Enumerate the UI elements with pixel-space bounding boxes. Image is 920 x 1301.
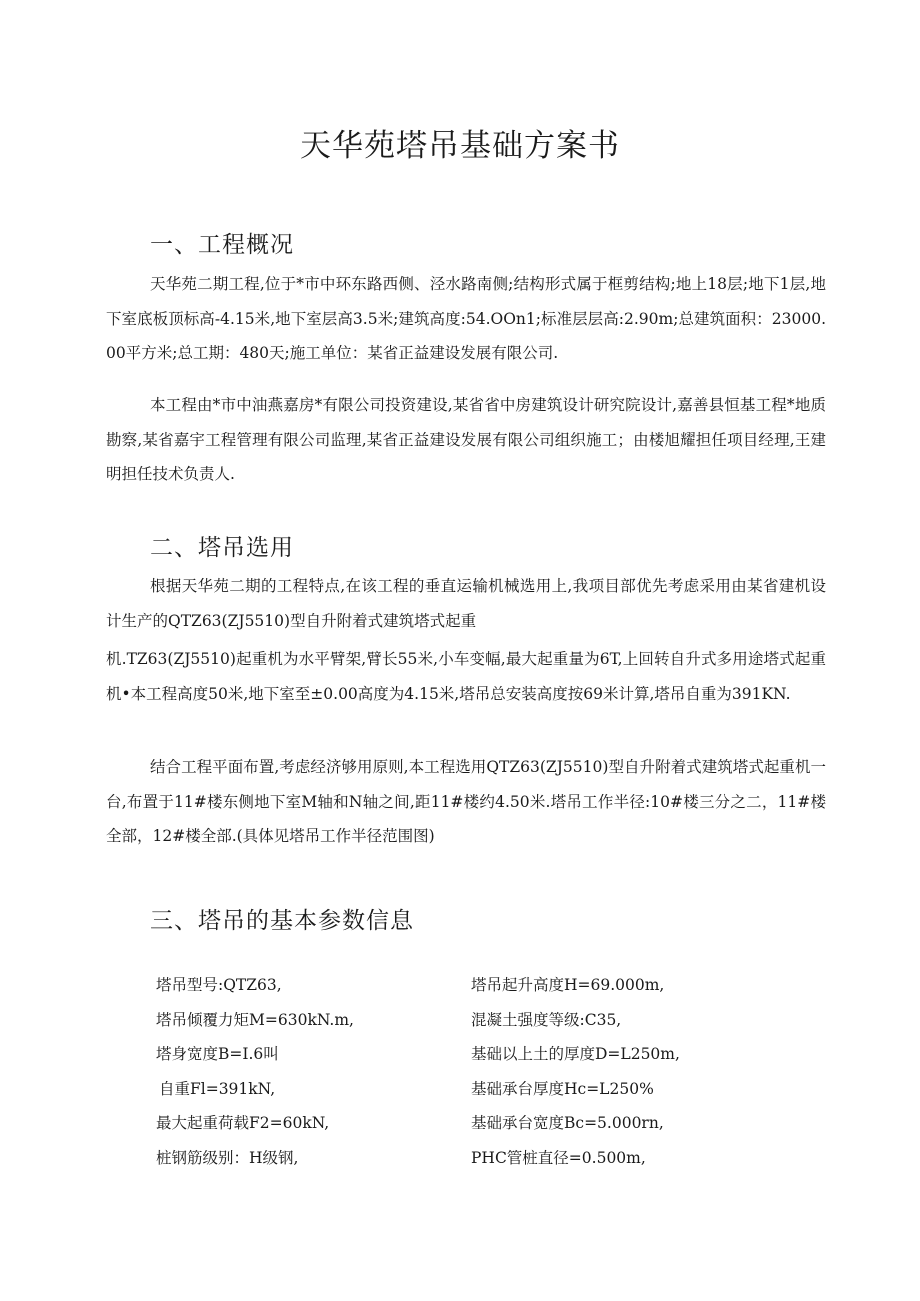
parameter-row <box>156 968 776 1003</box>
parameter-left: 最大起重荷载F2=60kN, <box>156 1114 330 1132</box>
parameter-right: 基础承台厚度Hc=L250% <box>471 1079 654 1098</box>
parameter-right: 基础以上土的厚度D=L250m, <box>471 1045 680 1063</box>
paragraph-crane-selection-1: 根据天华苑二期的工程特点,在该工程的垂直运输机械选用上,我项目部优先考虑采用由某省建机设计生产的QTZ63(ZJ5510)型自升附着式建筑塔式起重 <box>106 577 826 630</box>
parameter-right: PHC管桩直径=0.500m, <box>471 1148 646 1167</box>
parameter-right: 塔吊起升高度H=69.000m, <box>471 976 665 994</box>
parameter-row <box>156 1141 776 1176</box>
parameter-row <box>156 1072 776 1107</box>
parameter-row <box>156 1037 776 1072</box>
parameter-left: 塔吊型号:QTZ63, <box>156 976 282 994</box>
section-heading-crane-parameters: 三、塔吊的基本参数信息 <box>150 908 414 934</box>
paragraph-crane-selection-3: 结合工程平面布置,考虑经济够用原则,本工程选用QTZ63(ZJ5510)型自升附着式建筑塔式起重机一台,布置于11#楼东侧地下室M轴和N轴之间,距11#楼约4.50米.塔吊工作半径:10#楼三分之二，11#楼全部，12#楼全部.(具体见塔吊工作半径范围图) <box>106 758 826 845</box>
parameter-left: 桩钢筋级别：H级钢, <box>156 1148 299 1167</box>
parameter-right: 基础承台宽度Bc=5.000rn, <box>471 1114 664 1132</box>
parameter-list <box>156 968 776 1175</box>
parameter-right: 混凝土强度等级:C35, <box>471 1010 622 1029</box>
section-heading-overview: 一、工程概况 <box>150 232 294 258</box>
section-heading-crane-selection: 二、塔吊选用 <box>150 535 294 561</box>
parameter-left: 塔吊倾覆力矩M=630kN.m, <box>156 1010 354 1029</box>
paragraph-crane-selection-2: 机.TZ63(ZJ5510)起重机为水平臂架,臂长55米,小车变幅,最大起重量为6T,上回转自升式多用途塔式起重机•本工程高度50米,地下室至±0.00高度为4.15米,塔吊总安装高度按69米计算,塔吊自重为391KN. <box>106 650 826 703</box>
document-title: 天华苑塔吊基础方案书 <box>300 128 620 164</box>
paragraph-overview-2: 本工程由*市中油燕嘉房*有限公司投资建设,某省省中房建筑设计研究院设计,嘉善县恒基工程*地质勘察,某省嘉宇工程管理有限公司监理,某省正益建设发展有限公司组织施工；由楼旭耀担任项目经理,王建明担任技术负责人. <box>106 396 826 483</box>
parameter-row <box>156 1003 776 1038</box>
parameter-left: 自重Fl=391kN, <box>159 1079 276 1098</box>
parameter-row <box>156 1106 776 1141</box>
parameter-left: 塔身宽度B=I.6叫 <box>156 1045 279 1063</box>
paragraph-overview-1: 天华苑二期工程,位于*市中环东路西侧、泾水路南侧;结构形式属于框剪结构;地上18层;地下1层,地下室底板顶标高-4.15米,地下室层高3.5米;建筑高度:54.OOn1;标准层层高:2.90m;总建筑面积：23000.00平方米;总工期：480天;施工单位：某省正益建设发展有限公司. <box>106 275 826 362</box>
